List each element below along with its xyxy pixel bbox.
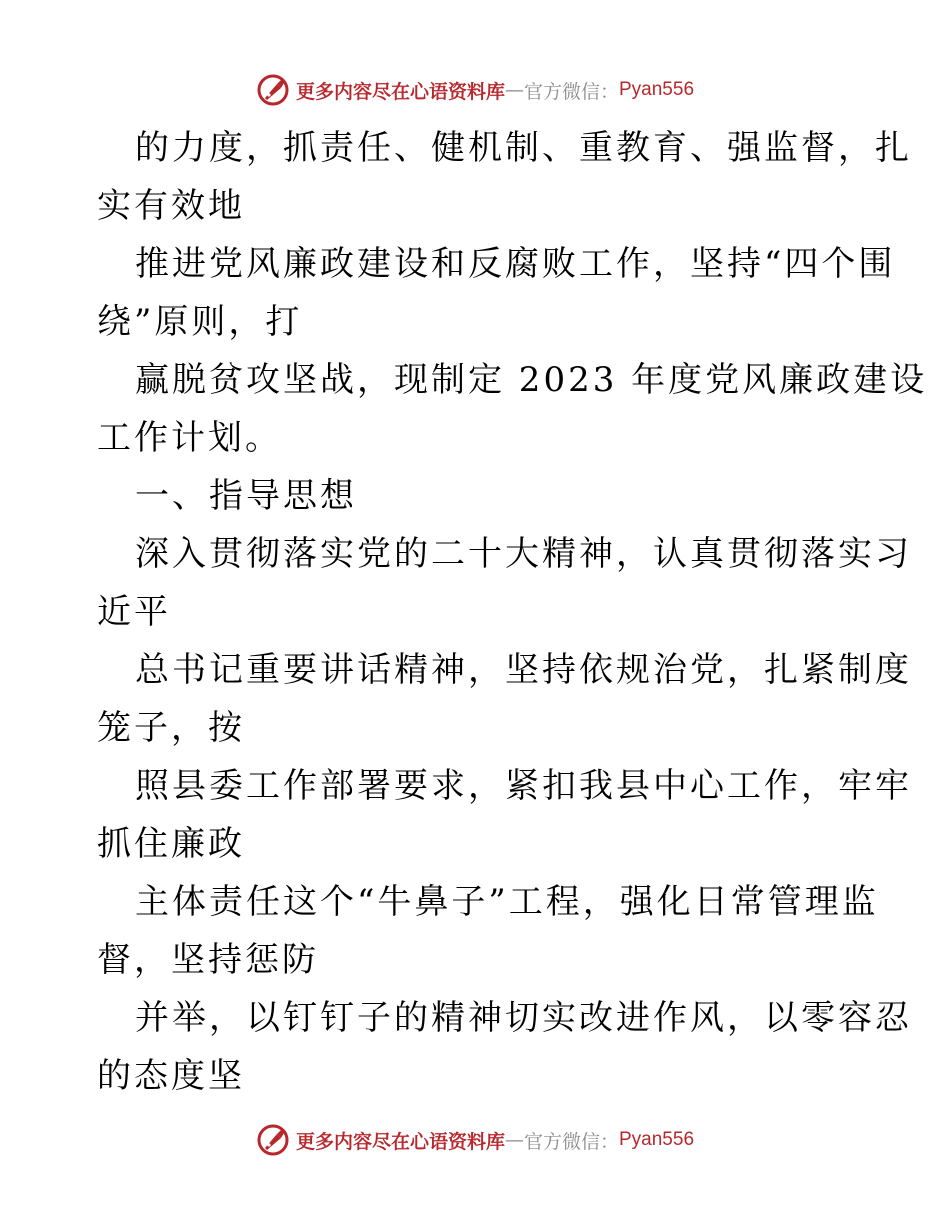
text-line: 一、指导思想 <box>135 476 357 516</box>
text-line: 照县委工作部署要求，紧扣我县中心工作，牢牢 <box>135 766 912 806</box>
text-line: 工作计划。 <box>97 418 282 458</box>
document-body <box>97 119 928 1105</box>
text-line: 督，坚持惩防 <box>97 940 319 980</box>
text-line: 抓住廉政 <box>97 824 245 864</box>
text-line: 深入贯彻落实党的二十大精神，认真贯彻落实习 <box>135 534 912 574</box>
text-line: 实有效地 <box>97 186 245 226</box>
text-line: 的态度坚 <box>97 1056 245 1096</box>
text-line: 笼子，按 <box>97 708 245 748</box>
text-line: 推进党风廉政建设和反腐败工作，坚持“四个围 <box>135 244 896 284</box>
text-line: 总书记重要讲话精神，坚持依规治党，扎紧制度 <box>135 650 912 690</box>
text-line: 近平 <box>97 592 171 632</box>
watermark-brand: 更多内容尽在心语资料库 <box>295 1130 505 1153</box>
text-line: 并举，以钉钉子的精神切实改进作风，以零容忍 <box>135 998 912 1038</box>
watermark-handle: Pyan556 <box>619 1129 695 1150</box>
text-line: 绕”原则，打 <box>97 302 303 342</box>
text-line: 主体责任这个“牛鼻子”工程，强化日常管理监 <box>135 882 879 922</box>
pen-nib-logo-icon <box>256 73 290 107</box>
watermark-dash: — <box>504 79 524 101</box>
pen-nib-logo-icon <box>256 1123 290 1157</box>
watermark-footer <box>0 1120 950 1160</box>
text-line: 赢脱贫攻坚战，现制定 2023 年度党风廉政建设 <box>135 360 928 400</box>
watermark-handle: Pyan556 <box>619 79 695 100</box>
watermark-dash: — <box>504 1129 524 1151</box>
watermark-label: 官方微信： <box>523 80 619 103</box>
text-line: 的力度，抓责任、健机制、重教育、强监督，扎 <box>135 128 912 168</box>
watermark-label: 官方微信： <box>523 1130 619 1153</box>
watermark-header <box>0 70 950 110</box>
watermark-brand: 更多内容尽在心语资料库 <box>295 80 505 103</box>
